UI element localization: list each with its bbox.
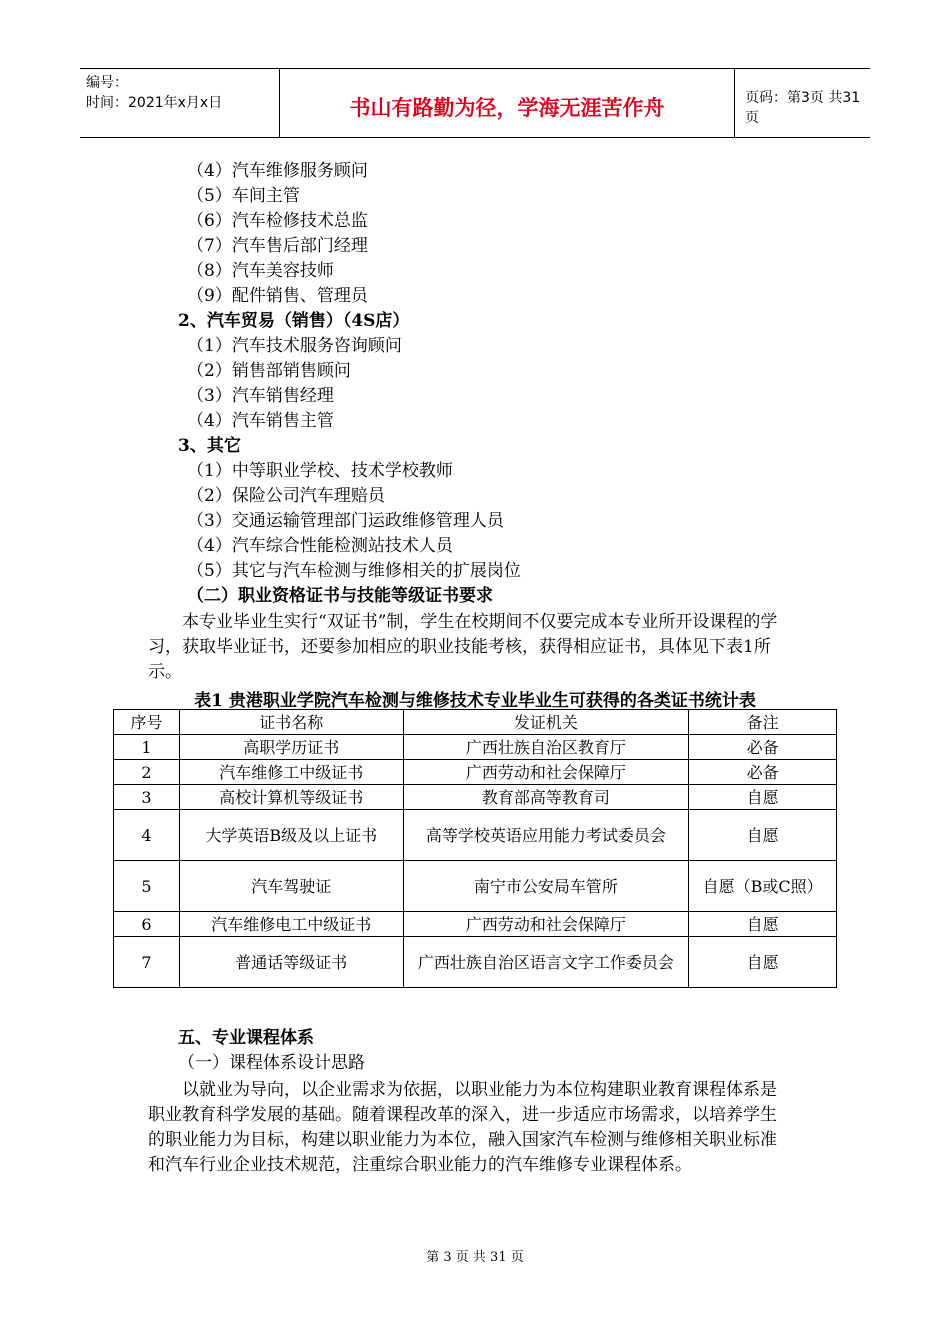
table-row xyxy=(114,912,837,937)
table-cell: 高等学校英语应用能力考试委员会 xyxy=(403,810,689,861)
subsection-heading: （二）职业资格证书与技能等级证书要求 xyxy=(187,586,493,606)
table-cell: 3 xyxy=(114,785,180,810)
table-cell: 4 xyxy=(114,810,180,861)
header-meta xyxy=(80,69,280,137)
list-item: （4）汽车销售主管 xyxy=(187,411,334,431)
course-paragraph: 以就业为导向，以企业需求为依据，以职业能力为本位构建职业教育课程体系是职业教育科学发展的基础。随着课程改革的深入，进一步适应市场需求，以培养学生的职业能力为目标，构建以职业能力为本位，融入国家汽车检测与维修相关职业标准和汽车行业企业技术规范，注重综合职业能力的汽车维修专业课程体系。 xyxy=(148,1080,777,1175)
table-row xyxy=(114,760,837,785)
section-heading: 3、其它 xyxy=(178,436,241,456)
table-row xyxy=(114,861,837,912)
list-item: （1）汽车技术服务咨询顾问 xyxy=(187,336,402,356)
header-page-number: 页码：第3页 共31页 xyxy=(745,90,861,126)
subsection-heading: （一）课程体系设计思路 xyxy=(178,1053,365,1073)
table-cell: 广西壮族自治区教育厅 xyxy=(403,735,689,760)
table-cell: 自愿 xyxy=(689,810,837,861)
table-cell: 普通话等级证书 xyxy=(179,937,403,988)
column-header: 序号 xyxy=(114,710,180,735)
section-heading: 五、专业课程体系 xyxy=(178,1028,314,1048)
table-cell: 广西壮族自治区语言文字工作委员会 xyxy=(403,937,689,988)
list-item: （9）配件销售、管理员 xyxy=(187,286,368,306)
column-header: 备注 xyxy=(689,710,837,735)
number-label: 编号： xyxy=(86,75,128,91)
list-item: （1）中等职业学校、技术学校教师 xyxy=(187,461,453,481)
list-item: （2）保险公司汽车理赔员 xyxy=(187,486,385,506)
list-item: （2）销售部销售顾问 xyxy=(187,361,351,381)
table-cell: 汽车驾驶证 xyxy=(179,861,403,912)
table-row xyxy=(114,785,837,810)
table-cell: 汽车维修电工中级证书 xyxy=(179,912,403,937)
section-heading: 2、汽车贸易（销售）（4S店） xyxy=(178,311,410,331)
table-cell: 广西劳动和社会保障厅 xyxy=(403,760,689,785)
table-row xyxy=(114,735,837,760)
list-item: （3）交通运输管理部门运政维修管理人员 xyxy=(187,511,504,531)
table-cell: 自愿 xyxy=(689,937,837,988)
table-row xyxy=(114,810,837,861)
table-cell: 6 xyxy=(114,912,180,937)
table-cell: 汽车维修工中级证书 xyxy=(179,760,403,785)
table-cell: 高职学历证书 xyxy=(179,735,403,760)
table-cell: 自愿 xyxy=(689,912,837,937)
intro-paragraph: 本专业毕业生实行“双证书”制，学生在校期间不仅要完成本专业所开设课程的学习，获取毕业证书，还要参加相应的职业技能考核，获得相应证书，具体见下表1所示。 xyxy=(148,612,778,682)
table-cell: 必备 xyxy=(689,735,837,760)
list-item: （7）汽车售后部门经理 xyxy=(187,236,368,256)
date-label: 时间：2021年x月x日 xyxy=(86,95,223,111)
page-header xyxy=(80,68,870,138)
table-cell: 自愿（B或C照） xyxy=(689,861,837,912)
table-cell: 2 xyxy=(114,760,180,785)
table-cell: 大学英语B级及以上证书 xyxy=(179,810,403,861)
column-header: 证书名称 xyxy=(179,710,403,735)
list-item: （5）车间主管 xyxy=(187,186,300,206)
list-item: （3）汽车销售经理 xyxy=(187,386,334,406)
list-item: （5）其它与汽车检测与维修相关的扩展岗位 xyxy=(187,561,521,581)
column-header: 发证机关 xyxy=(403,710,689,735)
table-row xyxy=(114,937,837,988)
table-cell: 7 xyxy=(114,937,180,988)
list-item: （6）汽车检修技术总监 xyxy=(187,211,368,231)
table-cell: 广西劳动和社会保障厅 xyxy=(403,912,689,937)
list-item: （4）汽车综合性能检测站技术人员 xyxy=(187,536,453,556)
list-item: （8）汽车美容技师 xyxy=(187,261,334,281)
table-cell: 必备 xyxy=(689,760,837,785)
table-cell: 高校计算机等级证书 xyxy=(179,785,403,810)
table-cell: 1 xyxy=(114,735,180,760)
header-motto: 书山有路勤为径，学海无涯苦作舟 xyxy=(280,69,735,137)
table-cell: 自愿 xyxy=(689,785,837,810)
table-cell: 5 xyxy=(114,861,180,912)
page-footer: 第 3 页 共 31 页 xyxy=(426,1250,524,1265)
certificate-table xyxy=(113,709,837,988)
table-cell: 南宁市公安局车管所 xyxy=(403,861,689,912)
table-cell: 教育部高等教育司 xyxy=(403,785,689,810)
list-item: （4）汽车维修服务顾问 xyxy=(187,161,368,181)
table-caption: 表1 贵港职业学院汽车检测与维修技术专业毕业生可获得的各类证书统计表 xyxy=(194,691,756,711)
table-header-row xyxy=(114,710,837,735)
